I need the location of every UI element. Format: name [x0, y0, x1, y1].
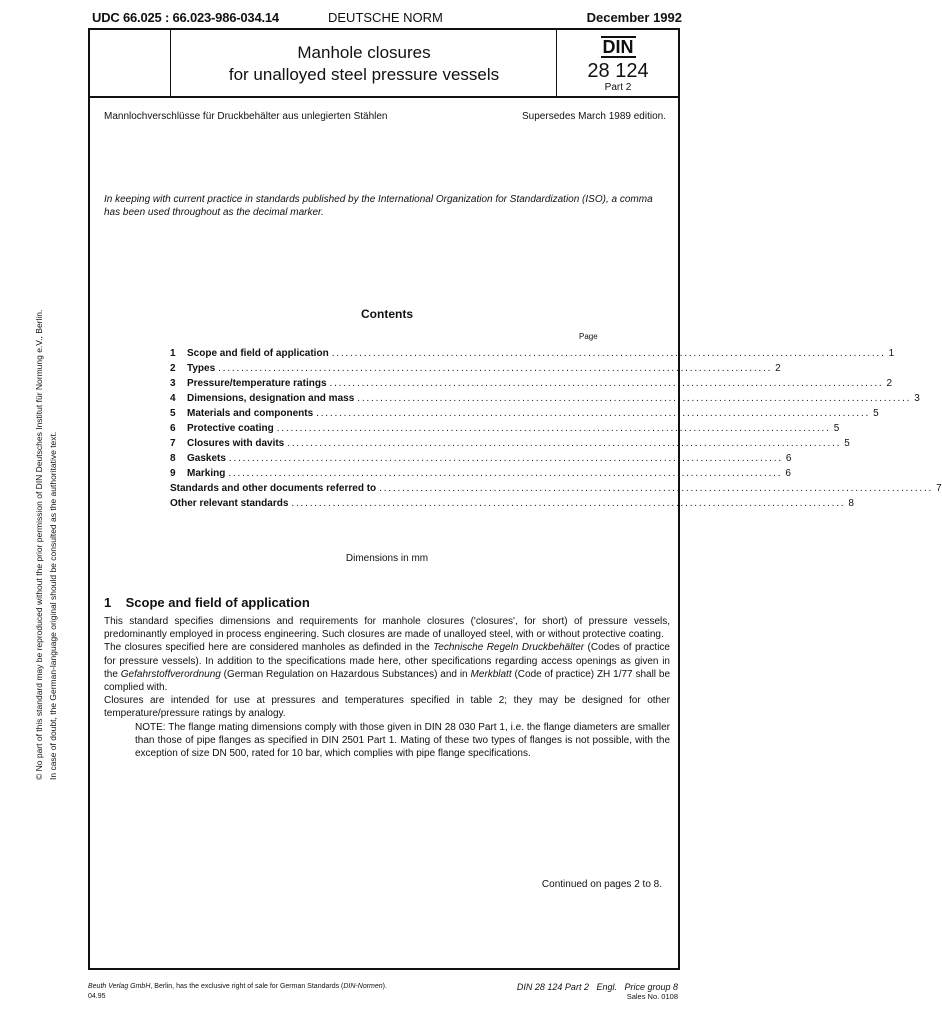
- title-divider-right: [556, 30, 557, 98]
- toc-title: Pressure/temperature ratings: [187, 378, 327, 389]
- footer-publisher: [88, 982, 387, 1002]
- norm-label: DEUTSCHE NORM: [328, 10, 443, 25]
- section-heading: [104, 595, 310, 610]
- toc-item[interactable]: [170, 363, 781, 378]
- din-part: Part 2: [604, 82, 632, 93]
- toc-title: Standards and other documents referred to: [170, 483, 377, 494]
- document-reference: DIN 28 124 Part 2 Engl. Price group 8: [516, 982, 678, 992]
- paragraph: This standard specifies dimensions and requirements for manhole closures ('closures', for short) of pressure vessels, predominantly employed in process engineering. Such closures are made of unalloyed steel, with or without protective coating.: [104, 616, 670, 641]
- section-body: [104, 615, 670, 760]
- edition-date: 04.95: [88, 993, 106, 1000]
- copyright-line-1: © No part of this standard may be reproduced without the prior permission of DIN Deutsches Institut für Normung e.V., Berlin.: [34, 309, 44, 780]
- toc-page: 2: [775, 363, 781, 374]
- toc-page: 8: [848, 498, 854, 509]
- toc-leader: .........................................................................................................................: [379, 483, 934, 494]
- text-run: ).: [382, 983, 387, 990]
- toc-number: 5: [170, 408, 176, 419]
- toc-leader: .........................................................................................................................: [329, 378, 884, 389]
- toc-page: 6: [785, 468, 791, 479]
- text-run-italic: Merkblatt: [470, 668, 512, 680]
- sales-number: Sales No. 0108: [626, 992, 678, 1001]
- toc-number: 9: [170, 468, 176, 479]
- text-run: (Codes of practice for pressure vessels). In addition to the specifications made here, other specifications regarding access openings as given in the: [104, 642, 670, 680]
- toc-item[interactable]: [170, 438, 850, 453]
- toc-item[interactable]: [170, 423, 840, 438]
- text-run: (German Regulation on Hazardous Substances) and in: [220, 668, 471, 680]
- toc-item[interactable]: [170, 468, 791, 483]
- dimensions-note: Dimensions in mm: [345, 553, 429, 564]
- text-run-italic: Gefahrstoffverordnung: [120, 668, 221, 680]
- text-run: , Berlin, has the exclusive right of sale for German Standards (: [150, 983, 344, 990]
- copyright-side-note: [32, 260, 72, 780]
- toc-item[interactable]: [170, 498, 854, 513]
- note-paragraph: NOTE: The flange mating dimensions comply with those given in DIN 28 030 Part 1, i.e. the flange diameters are smaller than those of pipe flanges as specified in DIN 2501 Part 1. Mating of these two types of flanges is not possible, with the exception of size DN 500, rated for 10 bar, which complies with pipe flange specifications.: [135, 721, 670, 760]
- paragraph: Closures are intended for use at pressures and temperatures specified in table 2; they may be designed for other temperature/pressure ratings by analogy.: [104, 695, 670, 720]
- toc-page: 1: [888, 348, 895, 359]
- german-title: Mannlochverschlüsse für Druckbehälter aus unlegierten Stählen: [104, 111, 388, 122]
- toc-leader: .........................................................................................................................: [291, 498, 846, 509]
- publisher-name: Beuth Verlag GmbH: [88, 983, 151, 990]
- toc-leader: .........................................................................................................................: [228, 468, 783, 479]
- toc-leader: .........................................................................................................................: [228, 453, 783, 464]
- toc-title: Types: [187, 363, 216, 374]
- toc-page: 5: [833, 423, 840, 434]
- toc-leader: .........................................................................................................................: [287, 438, 842, 449]
- text-run: (Code of practice) ZH 1/77 shall be complied with.: [104, 668, 671, 694]
- toc-page: 5: [844, 438, 850, 449]
- issue-date: December 1992: [586, 10, 682, 25]
- toc-number: 6: [170, 423, 176, 434]
- publisher-rights: [88, 982, 387, 992]
- toc-item[interactable]: [170, 393, 920, 408]
- document-title: [172, 42, 556, 86]
- toc-title: Other relevant standards: [170, 498, 289, 509]
- supersedes-note: Supersedes March 1989 edition.: [522, 111, 666, 122]
- toc-item[interactable]: [170, 408, 879, 423]
- title-divider-left: [170, 30, 171, 98]
- toc-title: Marking: [187, 468, 226, 479]
- toc-title: Scope and field of application: [187, 348, 329, 359]
- section-number: 1: [104, 595, 112, 610]
- page-column-label: Page: [579, 332, 598, 341]
- toc-number: 1: [170, 348, 176, 359]
- section-title: Scope and field of application: [125, 595, 310, 610]
- toc-item[interactable]: [170, 483, 942, 498]
- title-line-1: Manhole closures: [297, 43, 431, 62]
- toc-page: 6: [785, 453, 792, 464]
- toc-title: Materials and components: [187, 408, 314, 419]
- din-designation: [558, 30, 678, 94]
- toc-page: 7: [936, 483, 942, 494]
- continued-note: Continued on pages 2 to 8.: [541, 879, 662, 890]
- toc-leader: .........................................................................................................................: [218, 363, 773, 374]
- din-logo: DIN: [602, 37, 634, 57]
- toc-title: Dimensions, designation and mass: [187, 393, 355, 404]
- toc-leader: .........................................................................................................................: [316, 408, 871, 419]
- toc-number: 8: [170, 453, 176, 464]
- udc-code: UDC 66.025 : 66.023-986-034.14: [92, 10, 279, 25]
- toc-page: 5: [873, 408, 879, 419]
- text-run-italic: Technische Regeln Druckbehälter: [433, 642, 585, 654]
- toc-page: 2: [886, 378, 893, 389]
- toc-leader: .........................................................................................................................: [331, 348, 886, 359]
- footer-reference: [517, 982, 678, 1002]
- text-run: The closures specified here are considered manholes as definded in the: [104, 642, 434, 654]
- toc-item[interactable]: [170, 453, 792, 468]
- contents-heading: Contents: [361, 307, 413, 321]
- iso-decimal-note: In keeping with current practice in standards published by the International Organization for Standardization (ISO), a comma has been used throughout as the decimal marker.: [104, 194, 653, 218]
- toc-number: 7: [170, 438, 176, 449]
- paragraph: [104, 641, 670, 694]
- toc-number: 2: [170, 363, 176, 374]
- toc-leader: .........................................................................................................................: [276, 423, 831, 434]
- toc-number: 4: [170, 393, 176, 404]
- text-run-italic: DIN-Normen: [343, 983, 383, 990]
- title-line-2: for unalloyed steel pressure vessels: [228, 65, 500, 84]
- toc-page: 3: [914, 393, 920, 404]
- toc-leader: .........................................................................................................................: [357, 393, 912, 404]
- din-number: 28 124: [587, 60, 649, 82]
- toc-item[interactable]: [170, 378, 893, 393]
- copyright-line-2: In case of doubt, the German-language original should be consulted as the authoritative text.: [48, 431, 58, 780]
- table-of-contents: [170, 348, 942, 513]
- toc-number: 3: [170, 378, 176, 389]
- toc-title: Protective coating: [187, 423, 274, 434]
- toc-item[interactable]: [170, 348, 895, 363]
- toc-title: Closures with davits: [187, 438, 285, 449]
- toc-title: Gaskets: [187, 453, 226, 464]
